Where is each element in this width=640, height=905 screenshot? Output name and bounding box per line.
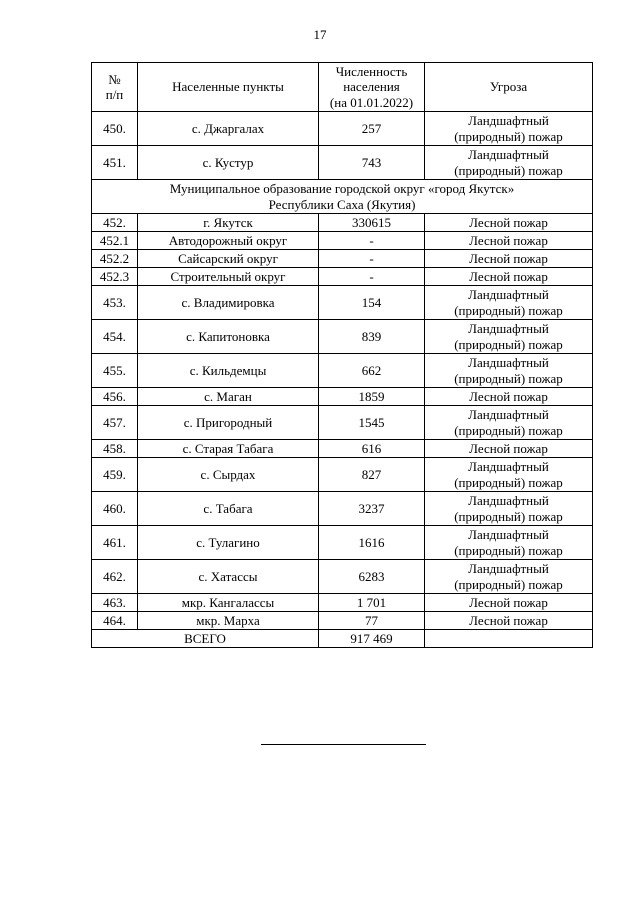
population-value: 1545 [319, 406, 425, 440]
settlement-name: г. Якутск [138, 214, 319, 232]
total-row [92, 630, 593, 648]
settlement-name: с. Пригородный [138, 406, 319, 440]
row-number: 459. [92, 458, 138, 492]
table-row [92, 320, 593, 354]
population-value: 839 [319, 320, 425, 354]
total-label: ВСЕГО [92, 630, 319, 648]
settlement-name: с. Тулагино [138, 526, 319, 560]
settlement-name: с. Старая Табага [138, 440, 319, 458]
header-threat: Угроза [425, 63, 593, 112]
population-value: 77 [319, 612, 425, 630]
table-row [92, 594, 593, 612]
settlement-name: с. Маган [138, 388, 319, 406]
settlement-name: Строительный округ [138, 268, 319, 286]
population-value: - [319, 232, 425, 250]
settlement-name: с. Кустур [138, 146, 319, 180]
population-value: 330615 [319, 214, 425, 232]
table-row [92, 250, 593, 268]
table-row [92, 286, 593, 320]
settlement-name: Сайсарский округ [138, 250, 319, 268]
table-header-row [92, 63, 593, 112]
table-row [92, 440, 593, 458]
settlement-name: мкр. Марха [138, 612, 319, 630]
threat-type: Ландшафтный (природный) пожар [425, 406, 593, 440]
threat-type: Ландшафтный (природный) пожар [425, 320, 593, 354]
settlement-name: с. Джаргалах [138, 112, 319, 146]
population-value: 1616 [319, 526, 425, 560]
row-number: 456. [92, 388, 138, 406]
threat-type: Ландшафтный (природный) пожар [425, 112, 593, 146]
population-value: 827 [319, 458, 425, 492]
population-value: - [319, 268, 425, 286]
page-number: 17 [313, 27, 327, 42]
table-row [92, 406, 593, 440]
table-row [92, 388, 593, 406]
row-number: 450. [92, 112, 138, 146]
settlement-name: мкр. Кангалассы [138, 594, 319, 612]
header-name: Населенные пункты [138, 63, 319, 112]
total-population: 917 469 [319, 630, 425, 648]
footer-divider [261, 744, 426, 745]
row-number: 464. [92, 612, 138, 630]
table-row [92, 560, 593, 594]
threat-type: Ландшафтный (природный) пожар [425, 354, 593, 388]
threat-type: Лесной пожар [425, 268, 593, 286]
row-number: 452. [92, 214, 138, 232]
population-value: 1859 [319, 388, 425, 406]
table-row [92, 458, 593, 492]
row-number: 451. [92, 146, 138, 180]
threat-type: Ландшафтный (природный) пожар [425, 286, 593, 320]
row-number: 452.1 [92, 232, 138, 250]
threat-type: Ландшафтный (природный) пожар [425, 526, 593, 560]
population-value: 1 701 [319, 594, 425, 612]
threat-type: Лесной пожар [425, 440, 593, 458]
threat-type: Ландшафтный (природный) пожар [425, 146, 593, 180]
threat-type: Ландшафтный (природный) пожар [425, 458, 593, 492]
settlement-name: с. Кильдемцы [138, 354, 319, 388]
table-row [92, 214, 593, 232]
settlement-name: с. Сырдах [138, 458, 319, 492]
threat-type: Лесной пожар [425, 250, 593, 268]
row-number: 453. [92, 286, 138, 320]
threat-type: Лесной пожар [425, 594, 593, 612]
total-threat [425, 630, 593, 648]
table-row [92, 492, 593, 526]
settlement-name: Автодорожный округ [138, 232, 319, 250]
table-row [92, 232, 593, 250]
threat-type: Лесной пожар [425, 214, 593, 232]
population-value: 154 [319, 286, 425, 320]
table-row [92, 354, 593, 388]
section-title: Муниципальное образование городской округ «город Якутск» Республики Саха (Якутия) [92, 180, 593, 214]
threat-type: Лесной пожар [425, 612, 593, 630]
table-row [92, 112, 593, 146]
population-value: 662 [319, 354, 425, 388]
row-number: 452.3 [92, 268, 138, 286]
row-number: 455. [92, 354, 138, 388]
settlement-name: с. Табага [138, 492, 319, 526]
population-value: 3237 [319, 492, 425, 526]
header-population: Численность населения (на 01.01.2022) [319, 63, 425, 112]
table-row [92, 526, 593, 560]
population-value: 6283 [319, 560, 425, 594]
population-value: - [319, 250, 425, 268]
row-number: 452.2 [92, 250, 138, 268]
header-num: № п/п [92, 63, 138, 112]
threat-type: Ландшафтный (природный) пожар [425, 560, 593, 594]
threat-type: Ландшафтный (природный) пожар [425, 492, 593, 526]
row-number: 454. [92, 320, 138, 354]
table-row [92, 612, 593, 630]
settlement-name: с. Владимировка [138, 286, 319, 320]
row-number: 460. [92, 492, 138, 526]
table-row [92, 268, 593, 286]
row-number: 463. [92, 594, 138, 612]
settlement-name: с. Капитоновка [138, 320, 319, 354]
row-number: 458. [92, 440, 138, 458]
row-number: 461. [92, 526, 138, 560]
table-row [92, 146, 593, 180]
row-number: 462. [92, 560, 138, 594]
table-body [92, 63, 593, 648]
row-number: 457. [92, 406, 138, 440]
section-row [92, 180, 593, 214]
settlement-name: с. Хатассы [138, 560, 319, 594]
threat-type: Лесной пожар [425, 232, 593, 250]
population-value: 616 [319, 440, 425, 458]
population-value: 257 [319, 112, 425, 146]
population-value: 743 [319, 146, 425, 180]
threat-type: Лесной пожар [425, 388, 593, 406]
settlements-table [91, 62, 593, 648]
